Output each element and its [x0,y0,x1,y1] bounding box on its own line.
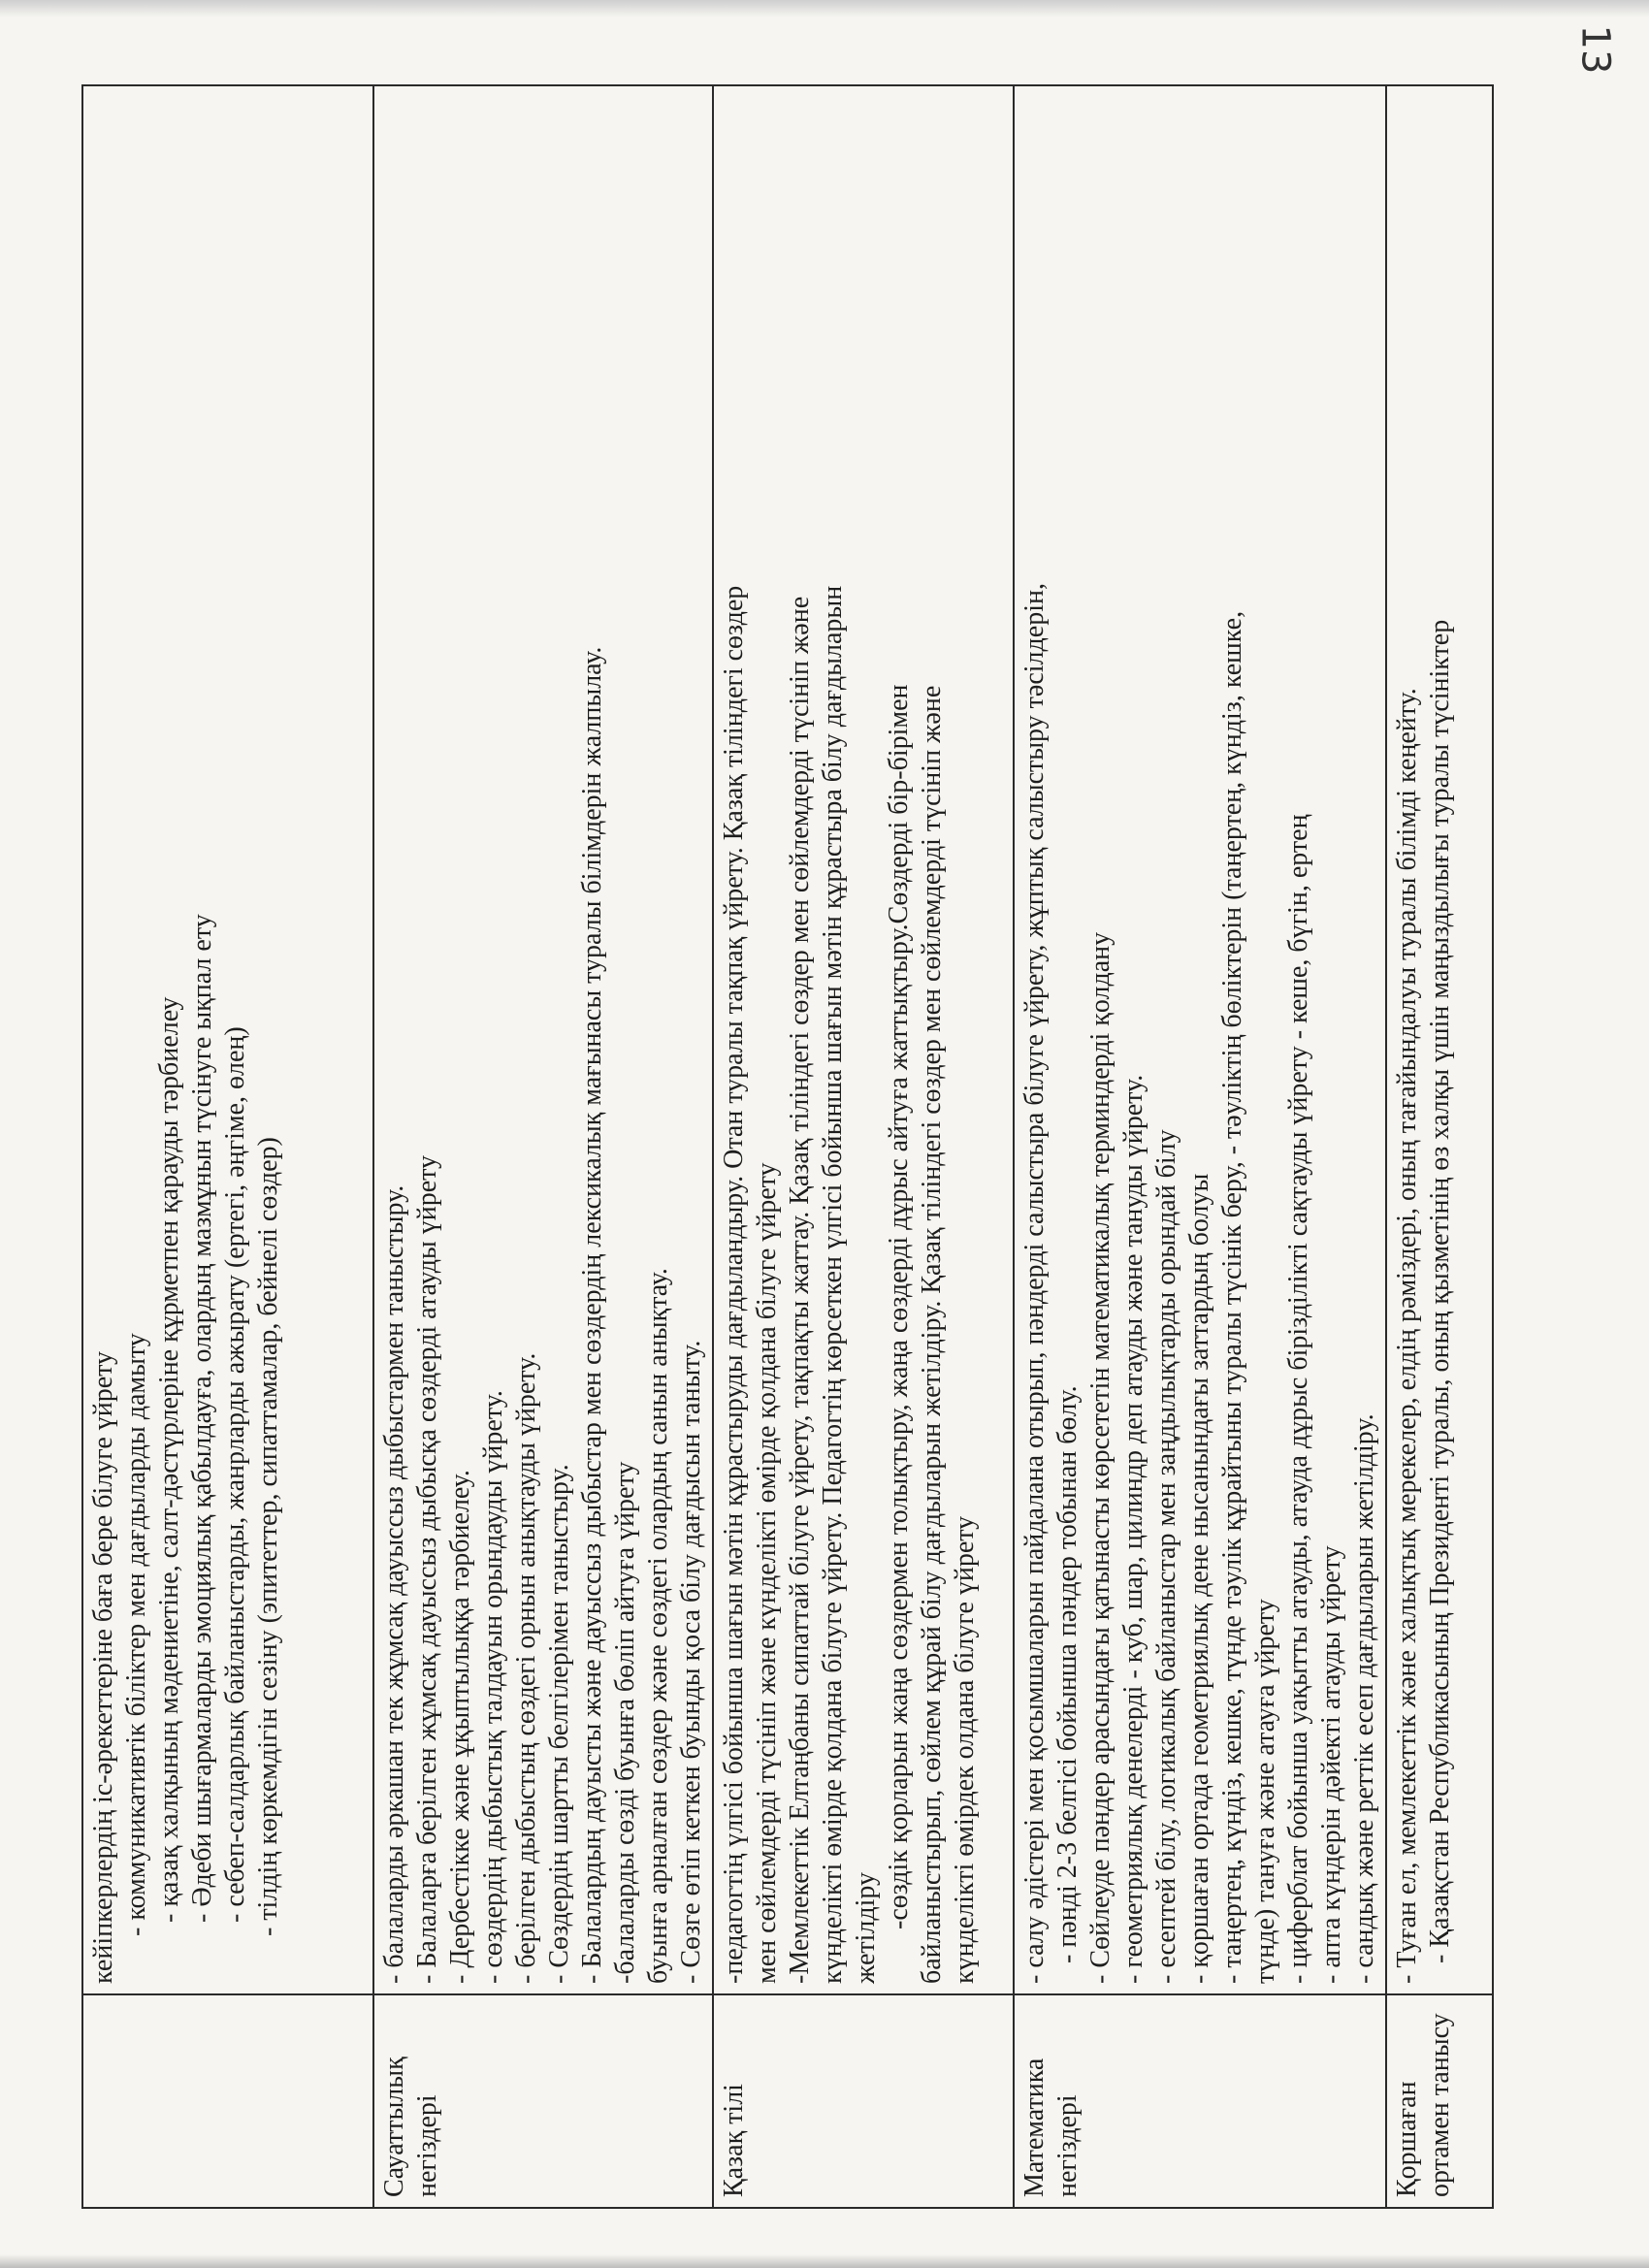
table-row [1386,85,1493,2208]
content-line: - Әдеби шығармаларды эмоциялық қабылдауға, олардың мазмұнын түсінуге ықпал ету [187,914,217,1984]
content-line: - геометриялық денелерді - куб, шар, цилиндр деп атауды және тануды үйрету. [1118,1074,1148,1984]
subject-cell: Математика негіздері [1014,1994,1386,2208]
content-line: күнделікті өмірдек олдана білуге үйрету [950,1515,980,1984]
table-row [1014,85,1386,2208]
content-line: буынға арналған сөздер және сөздегі олардың санын анықтау. [643,1268,673,1984]
content-line: - салу әдістері мен қосымшаларын пайдалана отырып, пәндерді салыстыра білуге үйрету, жұптық салыстыру тәсілдерін, [1019,583,1050,1984]
subject-cell: Қазақ тілі [713,1994,1014,2208]
content-line: -сөздік қорларын жаңа сөздермен толықтыру, жаңа сөздерді дұрыс айтуға жаттықтыру.Сөздерді бір-бірімен [884,684,914,1984]
scan-edge-bottom [0,2254,1649,2268]
content-line: - Сөздердің шартты белгілерімен таныстыру. [544,1464,574,1984]
subject-cell [82,1994,373,2208]
content-line: - балаларды әркашан тек жұмсақ дауыссыз дыбыстармен таныстыру. [379,1184,409,1984]
content-line: -Мемлекеттік Елтаңбаны сипаттай білуге үйрету, тақпақты жаттау. Қазақ тіліндегі сөздер мен сөйлемдерді түсініп және [785,596,815,1984]
content-cell [1014,85,1386,1994]
table-row [82,85,373,2208]
content-line: - себеп-салдарлық байланыстарды, жанрларды ажырату (ертегі, әңгіме, өлең) [220,1026,250,1984]
content-line: - қоршаған ортада геометриялық дене нысанындағы заттардың болуы [1184,1173,1214,1984]
content-line: - Балаларға берілген жұмсақ дауыссыз дыбысқа сөздерді атауды үйрету [412,1154,442,1984]
scan-edge-top [0,0,1649,17]
content-line: - циферблат бойынша уақытты атауды, атауда дұрыс бірізділікті сақтауды үйрету - кеше, бүгін, ертең [1283,814,1313,1984]
table-body [82,85,1493,2208]
content-line: - қазақ халқының мәдениетіне, салт-дәстүрлеріне құрметпен қарауды тәрбиелеу [154,996,184,1984]
content-line: - таңертең, күндіз, кешке, түнде тәулік құрайтыны туралы түсінік беру, - тәуліктің бөліктерін (таңертең, күндіз, кешке, [1217,610,1247,1984]
content-line: - есептей білу, логикалық байланыстар мен заңдылықтарды орындай білу [1151,1129,1181,1984]
rotated-page [81,86,1469,2209]
page-number: 13 [1572,24,1618,75]
content-line: - сандық және реттік есеп дағдыларын жетілдіру. [1349,1413,1379,1984]
content-line: - сөздердің дыбыстық талдауын орындауды үйрету. [478,1390,508,1984]
content-cell [713,85,1014,1994]
content-line: - берілген дыбыстың сөздегі орнын анықтауды үйрету. [511,1352,541,1984]
table-row [713,85,1014,2208]
content-line: - Туған ел, мемлекеттік және халықтық мерекелер, елдің рәміздері, оның тағайындалуы туралы білімді кеңейту. [1392,688,1422,1984]
content-line: - Балалардың дауысты және дауыссыз дыбыстар мен сөздердің лексикалық мағынасы туралы білімдерін жалпылау. [577,646,607,1984]
content-line: мен сөйлемдерді түсініп және күнделікті өмірде қолдана білуге үйрету [752,1162,782,1984]
table-row [373,85,713,2208]
content-cell [373,85,713,1994]
content-cell [82,85,373,1994]
content-line: кейіпкерлердің іс-әрекеттеріне баға бере білуге үйрету [88,1350,118,1984]
curriculum-table [81,84,1494,2209]
content-line: байланыстырып, сөйлем құрай білу дағдыларын жетілдіру. Қазақ тіліндегі сөздер мен сөйлемдерді түсініп және [917,685,947,1984]
content-line: - Қазақстан Республикасының Президенті туралы, оның қызметінің өз халқы үшін маңыздылығы туралы түсініктер [1425,619,1455,1984]
content-line: -педагогтің үлгісі бойынша шағын мәтін құрастыруды дағдыландыру. Отан туралы тақпақ үйрету. Қазақ тіліндегі сөздер [719,585,749,1984]
content-line: күнделікті өмірде қолдана білуге үйрету. Педагогтің көрсеткен үлгісі бойынша шағын мәтін құрастыра білу дағдыларын [818,585,848,1984]
content-line: - апта күндерін дәйекті атауды үйрету [1316,1545,1346,1984]
subject-cell: Қоршаған ортамен танысу [1386,1994,1493,2208]
content-line: - Дербестікке және ұқыптылыққа тәрбиелеу. [445,1470,475,1984]
content-line: -балаларды сөзді буынға бөліп айтуға үйрету [610,1461,640,1984]
content-line: - тілдің көркемдігін сезіну (эпитеттер, сипаттамалар, бейнелі сөздер) [253,1137,283,1984]
content-line: түнде) тануға және атауға үйрету [1250,1599,1280,1984]
content-line: жетілдіру [851,1871,881,1984]
content-line: - Сөйлеуде пәндер арасындағы қатынасты көрсететін математикалық терминдерді қолдану [1085,931,1116,1984]
subject-cell: Сауаттылық негіздері [373,1994,713,2208]
content-line: - Сөзге өтіп кеткен буынды қоса білу дағдысын таныту. [676,1340,706,1984]
content-line: - пәнді 2-3 белгісі бойынша пәндер тобынан бөлу. [1052,1385,1083,1984]
content-line: - коммуникативтік біліктер мен дағдыларды дамыту [121,1333,151,1984]
content-cell [1386,85,1493,1994]
